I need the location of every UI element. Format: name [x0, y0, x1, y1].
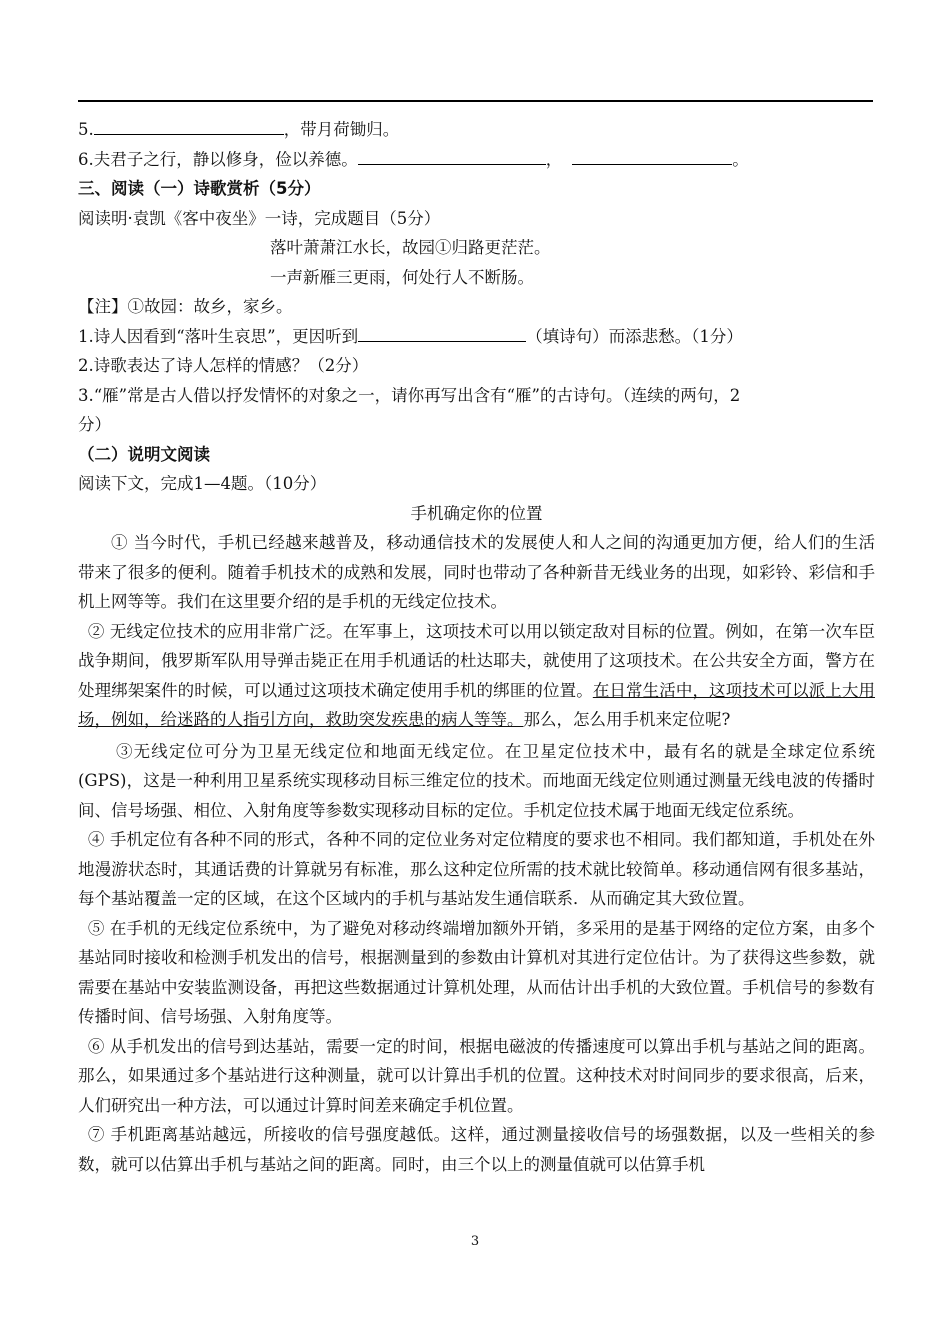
- header-rule: [78, 100, 873, 102]
- page-number: 3: [470, 1234, 480, 1249]
- paragraph-6: ⑥ 从手机发出的信号到达基站，需要一定的时间，根据电磁波的传播速度可以算出手机与基站之间的距离。那么，如果通过多个基站进行这种测量，就可以计算出手机的位置。这种技术对时间同步的要求很高，后来，人们研究出一种方法，可以通过计算时间差来确定手机位置。: [78, 1036, 875, 1115]
- fill-question-6: 6.夫君子之行，静以修身，俭以养德。 ， 。: [78, 145, 875, 175]
- poem-question-1: 1.诗人因看到“落叶生哀思”，更因听到 （填诗句）而添悲愁。（1分）: [78, 322, 875, 352]
- paragraph-5: ⑤ 在手机的无线定位系统中，为了避免对移动终端增加额外开销，多采用的是基于网络的定位方案，由多个基站同时接收和检测手机发出的信号，根据测量到的参数由计算机对其进行定位估计。为了获得这些参数，就需要在基站中安装监测设备，再把这些数据通过计算机处理，从而估计出手机的大致位置。手机信号的参数有传播时间、信号场强、入射角度等。: [78, 918, 875, 1026]
- paragraph-1: ① 当今时代，手机已经越来越普及，移动通信技术的发展使人和人之间的沟通更加方便，给人们的生活带来了很多的便利。随着手机技术的成熟和发展，同时也带动了各种新昔无线业务的出现，如彩铃、彩信和手机上网等等。我们在这里要介绍的是手机的无线定位技术。: [78, 533, 875, 611]
- section-heading-expository: （二）说明文阅读: [78, 444, 210, 464]
- document-page: [78, 115, 875, 1179]
- reading-intro: 阅读下文，完成1—4题。（10分）: [78, 474, 327, 493]
- poem-question-2: 2.诗歌表达了诗人怎样的情感？（2分）: [78, 356, 369, 375]
- poem-line: 一声新雁三更雨，何处行人不断肠。: [270, 267, 534, 287]
- poem-question-3: 3.“雁”常是古人借以抒发情怀的对象之一，请你再写出含有“雁”的古诗句。（连续的两句，2: [78, 385, 741, 405]
- poem-note: 【注】①故园：故乡，家乡。: [78, 297, 293, 316]
- answer-blank[interactable]: [358, 323, 526, 342]
- section-heading-poetry: 三、阅读（一）诗歌赏析（5分）: [78, 179, 321, 198]
- answer-blank[interactable]: [572, 146, 732, 165]
- paragraph-2: ② 无线定位技术的应用非常广泛。在军事上，这项技术可以用以锁定敌对目标的位置。例如，在第一次车臣战争期间，俄罗斯军队用导弹击毙正在用手机通话的杜达耶夫，就使用了这项技术。在公共安全方面，警方在处理绑架案件的时候，可以通过这项技术确定使用手机的绑匪的位置。在日常生活中，这项技术可以派上大用场，例如，给迷路的人指引方向，救助突发疾患的病人等等。那么，怎么用手机来定位呢?: [78, 621, 876, 729]
- poem-intro: 阅读明·袁凯《客中夜坐》一诗，完成题目（5分）: [78, 208, 441, 228]
- article-title: 手机确定你的位置: [410, 503, 543, 523]
- underlined-sentence: 在日常生活中，这项技术可以派上大用场，例如，给迷路的人指引方向，救助突发疾患的病人等等。: [78, 680, 876, 729]
- fill-question-5: 5. ，带月荷锄归。: [78, 115, 875, 145]
- poem-question-3-cont: 分）: [78, 415, 111, 434]
- paragraph-3: ③无线定位可分为卫星无线定位和地面无线定位。在卫星定位技术中，最有名的就是全球定位系统(GPS)，这是一种利用卫星系统实现移动目标三维定位的技术。而地面无线定位则通过测量无线电波的传播时间、信号场强、相位、入射角度等参数实现移动目标的定位。手机定位技术属于地面无线定位系统。: [78, 741, 875, 820]
- article-body: [78, 528, 875, 1179]
- answer-blank[interactable]: [94, 116, 284, 135]
- poem-line: 落叶萧萧江水长，故园①归路更茫茫。: [270, 238, 551, 257]
- answer-blank[interactable]: [358, 146, 546, 165]
- paragraph-7: ⑦ 手机距离基站越远，所接收的信号强度越低。这样，通过测量接收信号的场强数据，以及一些相关的参数，就可以估算出手机与基站之间的距离。同时，由三个以上的测量值就可以估算手机: [78, 1125, 875, 1174]
- paragraph-4: ④ 手机定位有各种不同的形式，各种不同的定位业务对定位精度的要求也不相同。我们都知道，手机处在外地漫游状态时，其通话费的计算就另有标准，那么这种定位所需的技术就比较简单。移动通信网有很多基站，每个基站覆盖一定的区域，在这个区域内的手机与基站发生通信联系．从而确定其大致位置。: [78, 830, 875, 908]
